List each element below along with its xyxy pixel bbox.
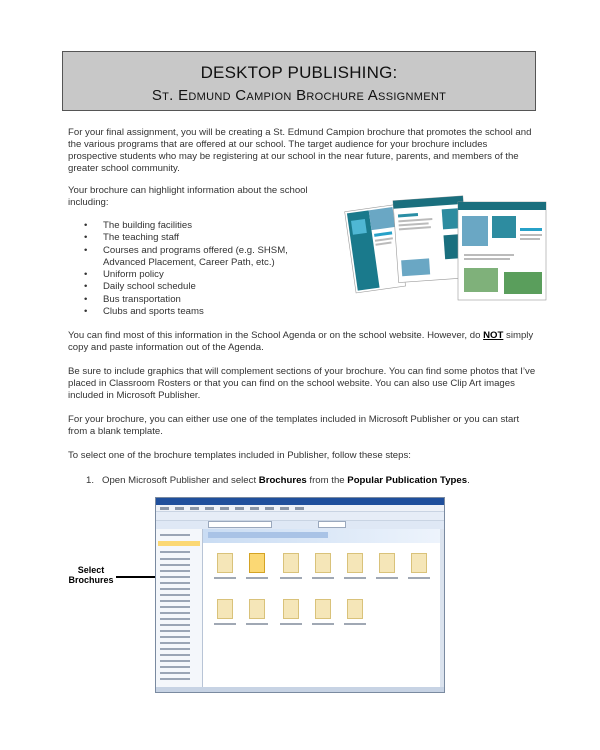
list-item: • The building facilities — [84, 220, 308, 232]
publisher-gallery — [203, 529, 444, 692]
select-brochures-callout: Select Brochures — [68, 565, 114, 585]
step-bold-brochures: Brochures — [258, 475, 307, 486]
agenda-text-end: simply copy and paste information out of the Agenda. — [68, 330, 534, 353]
highlight-intro: Your brochure can highlight information about the school including: — [68, 185, 308, 208]
sample-brochures-image — [344, 188, 550, 306]
title-line-1: DESKTOP PUBLISHING: — [200, 63, 398, 82]
template-tile — [411, 553, 427, 573]
step-bold-popular-types: Popular Publication Types — [347, 475, 468, 486]
list-item: • Courses and programs offered (e.g. SHSM, Advanced Placement, Career Path, etc.) — [84, 245, 308, 270]
step-text: Open Microsoft Publisher and select — [102, 475, 259, 486]
template-tile — [315, 599, 331, 619]
step-1 — [86, 475, 470, 486]
graphics-paragraph: Be sure to include graphics that will complement sections of your brochure. You can find some photos that I’ve placed in Classroom Rosters or that you can find on the school website. You can also use Clip Art images included in Microsoft Publisher. — [68, 366, 536, 401]
title-box — [62, 51, 536, 111]
publisher-search-box — [208, 521, 272, 528]
agenda-paragraph — [68, 330, 538, 354]
agenda-text: You can find most of this information in the School Agenda or on the school website. However, do — [68, 330, 484, 341]
info-bullet-list — [84, 220, 308, 318]
list-item: • The teaching staff — [84, 232, 308, 244]
publisher-menu-bar — [156, 505, 444, 512]
template-tile — [217, 553, 233, 573]
title-line-2: St. Edmund Campion Brochure Assignment — [151, 87, 447, 104]
publisher-screenshot — [155, 497, 445, 693]
publisher-title-bar — [156, 498, 444, 505]
publisher-search-scope — [318, 521, 346, 528]
template-tile — [283, 553, 299, 573]
template-paragraph: For your brochure, you can either use one of the templates included in Microsoft Publisher or you can start from a blank template. — [68, 414, 520, 437]
list-item: • Bus transportation — [84, 294, 308, 306]
publisher-status-bar — [156, 687, 444, 692]
template-tile — [217, 599, 233, 619]
step-text-mid: from the — [306, 475, 348, 486]
step-number: 1. — [86, 475, 95, 486]
not-emphasis: NOT — [483, 330, 504, 341]
list-item: • Daily school schedule — [84, 281, 308, 293]
template-tile — [315, 553, 331, 573]
step-text-end: . — [467, 475, 470, 486]
brochure-middle — [393, 196, 469, 283]
template-tile — [283, 599, 299, 619]
publisher-toolbar — [156, 512, 444, 521]
template-tile — [347, 553, 363, 573]
template-tile — [379, 553, 395, 573]
publisher-sidebar — [156, 529, 203, 692]
brochures-tile — [249, 553, 265, 573]
select-template-paragraph: To select one of the brochure templates included in Publisher, follow these steps: — [68, 450, 411, 461]
intro-paragraph: For your final assignment, you will be creating a St. Edmund Campion brochure that promotes the school and the various programs that are offered at our school. The target audience for your brochure includes prospective students who may be registering at our school in the near future, parents, and members of the greater school community. — [68, 127, 532, 174]
brochure-right — [458, 202, 546, 300]
list-item: • Clubs and sports teams — [84, 306, 308, 318]
list-item: • Uniform policy — [84, 269, 308, 281]
template-tile — [249, 599, 265, 619]
publisher-sidebar-selected — [158, 541, 200, 546]
template-tile — [347, 599, 363, 619]
publisher-scrollbar — [440, 529, 444, 692]
publisher-banner — [203, 529, 444, 543]
